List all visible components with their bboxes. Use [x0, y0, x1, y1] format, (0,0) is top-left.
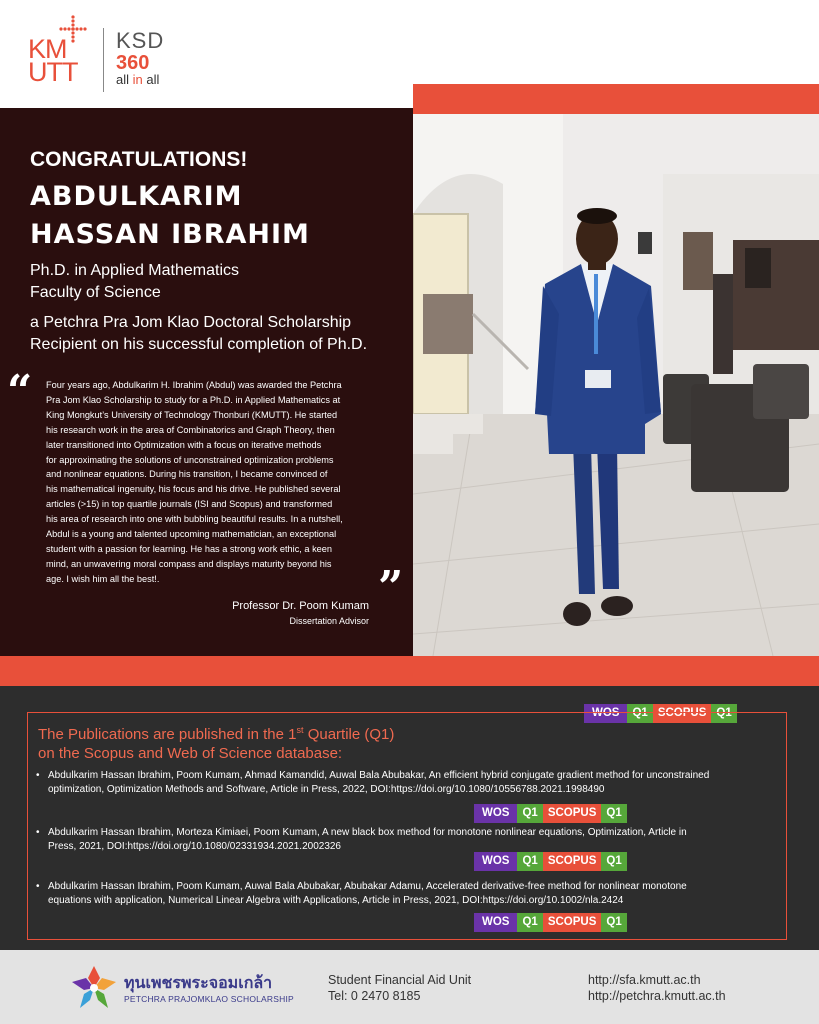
contact-info [328, 972, 471, 1004]
recipient-name-line2: HASSAN IBRAHIM [30, 219, 310, 250]
publication-line: Press, 2021, DOI:https://doi.org/10.1080/02331934.2021.2002326 [48, 841, 341, 852]
publication-line: optimization, Optimization Methods and Software, Article in Press, 2022, DOI:https://doi.org/10.1080/10556788.2021.1998490 [48, 784, 605, 795]
ksd-360-text: 360 [116, 52, 150, 74]
advisor-name: Professor Dr. Poom Kumam [232, 600, 369, 612]
heading-text: Quartile (Q1) [303, 726, 395, 743]
website-links [588, 972, 726, 1004]
ksd-tagline-post: all [142, 72, 160, 87]
scopus-badge: SCOPUS [543, 804, 602, 823]
ksd360-logo [116, 30, 164, 87]
website-link[interactable]: http://petchra.kmutt.ac.th [588, 989, 726, 1003]
congratulations-heading: CONGRATULATIONS! [30, 148, 248, 171]
scopus-badge: SCOPUS [653, 704, 712, 723]
q1-badge: Q1 [517, 913, 542, 932]
quote-line: Abdul is a young and talented upcoming mathematician, an exceptional [46, 529, 337, 540]
quote-line: Pra Jom Klao Scholarship to study for a Ph.D. in Applied Mathematics at [46, 394, 341, 405]
publication-line: Abdulkarim Hassan Ibrahim, Poom Kumam, Ahmad Kamandid, Auwal Bala Abubakar, An efficient hybrid conjugate gradient method for unconstrained [48, 770, 710, 781]
bullet-icon: • [36, 827, 40, 838]
ksd-tagline [116, 73, 164, 87]
q1-badge: Q1 [517, 852, 542, 871]
heading-sup: st [296, 725, 304, 735]
scopus-badge: SCOPUS [543, 913, 602, 932]
index-badges [474, 852, 627, 871]
wos-badge: WOS [474, 852, 517, 871]
kmutt-logo [28, 14, 90, 87]
publications-box [27, 712, 787, 940]
wos-badge: WOS [474, 804, 517, 823]
index-badges [474, 804, 627, 823]
publication-item [36, 826, 778, 854]
petchra-english-name: PETCHRA PRAJOMKLAO SCHOLARSHIP [124, 994, 294, 1004]
quote-line: for approximating the solutions of unconstrained optimization problems [46, 454, 334, 465]
open-quote-icon: “ [7, 366, 33, 417]
bullet-icon: • [36, 770, 40, 781]
quote-line: his research work in the area of Combinatorics and Graph Theory, then [46, 424, 335, 435]
q1-badge: Q1 [601, 913, 626, 932]
logo-divider [103, 28, 104, 92]
degree-line: Ph.D. in Applied Mathematics [30, 262, 239, 279]
quote-line: his area of research into one with bubbling beautiful results. In a nutshell, [46, 514, 343, 525]
close-quote-icon: ” [378, 562, 404, 613]
recipient-photo [413, 114, 819, 656]
quote-line: his mathematical ingenuity, his focus and his drive. He published several [46, 484, 341, 495]
bullet-icon: • [36, 881, 40, 892]
degree-info [30, 260, 239, 304]
faculty-line: Faculty of Science [30, 284, 161, 301]
ksd-tagline-pre: all [116, 72, 133, 87]
scholarship-line1: a Petchra Pra Jom Klao Doctoral Scholarship [30, 314, 352, 331]
quote-line: Four years ago, Abdulkarim H. Ibrahim (Abdul) was awarded the Petchra [46, 380, 342, 390]
heading-line2: on the Scopus and Web of Science database: [38, 745, 343, 762]
phone-number: Tel: 0 2470 8185 [328, 989, 421, 1003]
orange-accent-bar [413, 84, 819, 114]
petchra-thai-name: ทุนเพชรพระจอมเกล้า [124, 973, 273, 992]
unit-name: Student Financial Aid Unit [328, 973, 472, 987]
quote-line: later transitioned into Optimization with a focus on iterative methods [46, 439, 322, 450]
quote-line: King Mongkut’s University of Technology Thonburi (KMUTT). He started [46, 409, 338, 420]
index-badges [474, 913, 627, 932]
q1-badge: Q1 [711, 704, 736, 723]
website-link[interactable]: http://sfa.kmutt.ac.th [588, 973, 701, 987]
ksd-tagline-in: in [132, 72, 143, 87]
q1-badge: Q1 [517, 804, 542, 823]
recipient-photo-illustration [413, 114, 819, 656]
ksd-text: KSD [116, 28, 165, 53]
wos-badge: WOS [474, 913, 517, 932]
publications-section [0, 686, 819, 950]
scholarship-info [30, 312, 410, 356]
publication-item [36, 769, 778, 797]
q1-badge: Q1 [627, 704, 652, 723]
orange-divider-band [0, 656, 819, 686]
kmutt-logo-line2: UTT [28, 57, 78, 87]
footer [0, 950, 819, 1024]
publication-line: Abdulkarim Hassan Ibrahim, Poom Kumam, Auwal Bala Abubakar, Abubakar Adamu, Accelerated derivative-free method for nonlinear monotone [48, 881, 687, 892]
quote-line: articles (>15) in top quartile journals (ISI and Scopus) and transformed [46, 499, 333, 510]
recipient-name [30, 178, 400, 254]
publication-item [36, 880, 778, 908]
hero-panel [0, 108, 413, 656]
recipient-name-line1: ABDULKARIM [30, 181, 243, 212]
quote-line: and nonlinear equations. During his transition, I became convinced of [46, 469, 328, 480]
publications-heading [38, 721, 394, 763]
quote-line: student with a passion for learning. He has a strong work ethic, a keen [46, 543, 332, 554]
kmutt-logo-line1: KM [28, 34, 67, 64]
publication-line: equations with application, Numerical Linear Algebra with Applications, Article in Press, 2021, DOI:https://doi.org/10.1002/nla.2424 [48, 895, 624, 906]
quote-line: age. I wish him all the best!. [46, 573, 160, 584]
scholarship-line2: Recipient on his successful completion of Ph.D. [30, 336, 368, 353]
q1-badge: Q1 [601, 852, 626, 871]
petchra-diamond-logo-icon [70, 964, 118, 1012]
advisor-role: Dissertation Advisor [289, 616, 369, 626]
advisor-quote [46, 378, 376, 587]
q1-badge: Q1 [601, 804, 626, 823]
quote-line: mind, an unwavering moral compass and displays maturity beyond his [46, 558, 332, 569]
wos-badge: WOS [584, 704, 627, 723]
publication-line: Abdulkarim Hassan Ibrahim, Morteza Kimiaei, Poom Kumam, A new black box method for monotone nonlinear equations, Optimization, Article in [48, 827, 687, 838]
scopus-badge: SCOPUS [543, 852, 602, 871]
heading-text: The Publications are published in the 1 [38, 726, 297, 743]
